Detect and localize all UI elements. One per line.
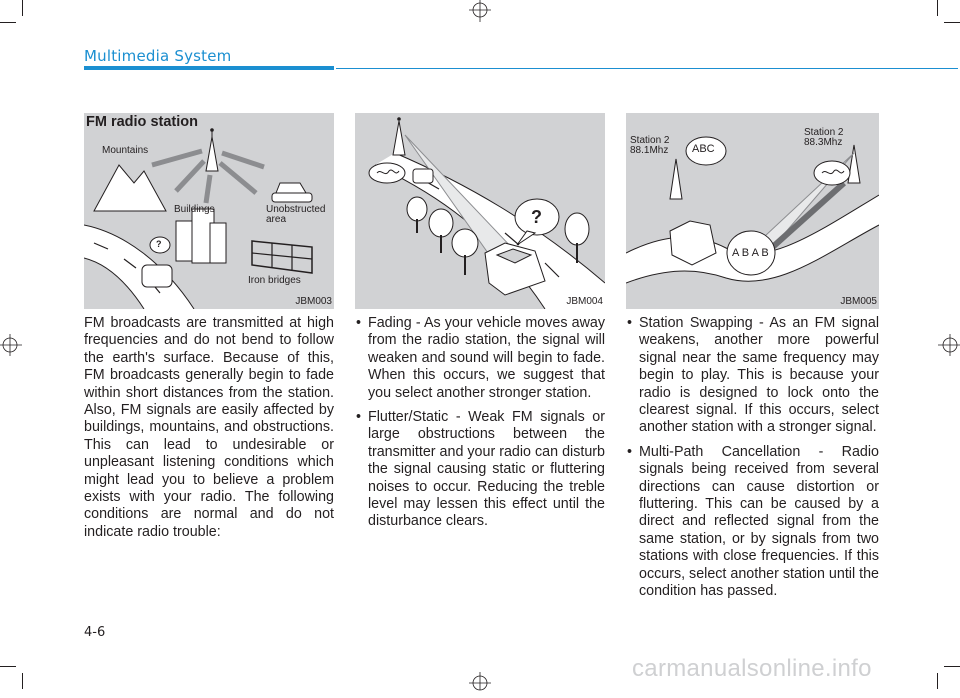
figure-code: JBM005 — [840, 296, 877, 307]
fading-illustration — [355, 113, 605, 309]
bullet-multipath-cancellation: • Multi-Path Cancellation - Radio signals being received from several directions can cause distortion or fluttering. This can be caused by a direct and reflected signal from the same station, or by signals from two stations with close frequencies. If this occurs, select another station until the condition has passed. — [626, 444, 879, 601]
crop-mark — [22, 673, 23, 689]
crop-mark — [944, 22, 960, 23]
label-station-left-name: Station 2 — [630, 135, 670, 146]
label-station-right-name: Station 2 — [804, 127, 844, 138]
label-abc: ABC — [692, 143, 715, 155]
registration-mark — [930, 330, 960, 360]
right-column — [626, 315, 879, 608]
registration-mark — [0, 330, 30, 360]
page-number: 4-6 — [84, 625, 106, 640]
label-buildings: Buildings — [174, 204, 215, 215]
registration-mark — [465, 0, 495, 30]
label-station-left-freq: 88.1Mhz — [630, 145, 669, 156]
right-bullet-list — [626, 315, 879, 601]
label-question: ? — [531, 207, 542, 227]
middle-bullet-list — [355, 315, 605, 531]
registration-mark — [465, 668, 495, 698]
crop-mark — [944, 666, 960, 667]
label-area: area — [266, 214, 287, 225]
figure-station-swapping — [626, 113, 879, 309]
crop-mark — [22, 0, 23, 16]
bullet-station-swapping: • Station Swapping - As an FM signal weakens, another more powerful signal near the same frequency may begin to play. This is because your radio is designed to lock onto the clearest signal. If this occurs, select another station with a stronger signal. — [626, 315, 879, 437]
figure-fading — [355, 113, 605, 309]
label-station-right-freq: 88.3Mhz — [804, 137, 843, 148]
crop-mark — [937, 0, 938, 16]
section-title: Multimedia System — [84, 47, 232, 65]
crop-mark — [0, 666, 16, 667]
bullet-flutter-static: • Flutter/Static - Weak FM signals or large obstructions between the transmitter and your radio can disturb the signal causing static or fluttering noises to occur. Reducing the treble level may lessen this effect until the disturbance clears. — [355, 409, 605, 531]
crop-mark — [0, 22, 16, 23]
label-iron-bridges: Iron bridges — [248, 275, 301, 286]
header-rule-thick — [84, 66, 334, 70]
figure-code: JBM004 — [566, 296, 603, 307]
label-unobstructed: Unobstructed — [266, 204, 326, 215]
middle-column — [355, 315, 605, 538]
figure-title: FM radio station — [86, 114, 198, 130]
label-question: ? — [156, 239, 162, 249]
left-column-text: FM broadcasts are transmitted at high frequencies and do not bend to follow the earth's surface. Because of this, FM broadcasts generally begin to fade within short distances from the station. Also, FM signals are easily affected by buildings, mountains, and obstructions. This can lead to undesirable or unpleasant listening conditions which might lead you to believe a problem exists with your radio. The following conditions are normal and do not indicate radio trouble: — [84, 315, 334, 540]
figure-code: JBM003 — [295, 296, 332, 307]
label-mountains: Mountains — [102, 145, 149, 156]
header-rule-thin — [336, 68, 958, 69]
watermark: carmanualsonline.info — [632, 655, 872, 682]
figure-fm-radio-station — [84, 113, 334, 309]
bullet-fading: • Fading - As your vehicle moves away from the radio station, the signal will weaken and sound will begin to fade. When this occurs, we suggest that you select another stronger station. — [355, 315, 605, 402]
label-car-letters: A B A B — [732, 247, 769, 259]
crop-mark — [937, 673, 938, 689]
